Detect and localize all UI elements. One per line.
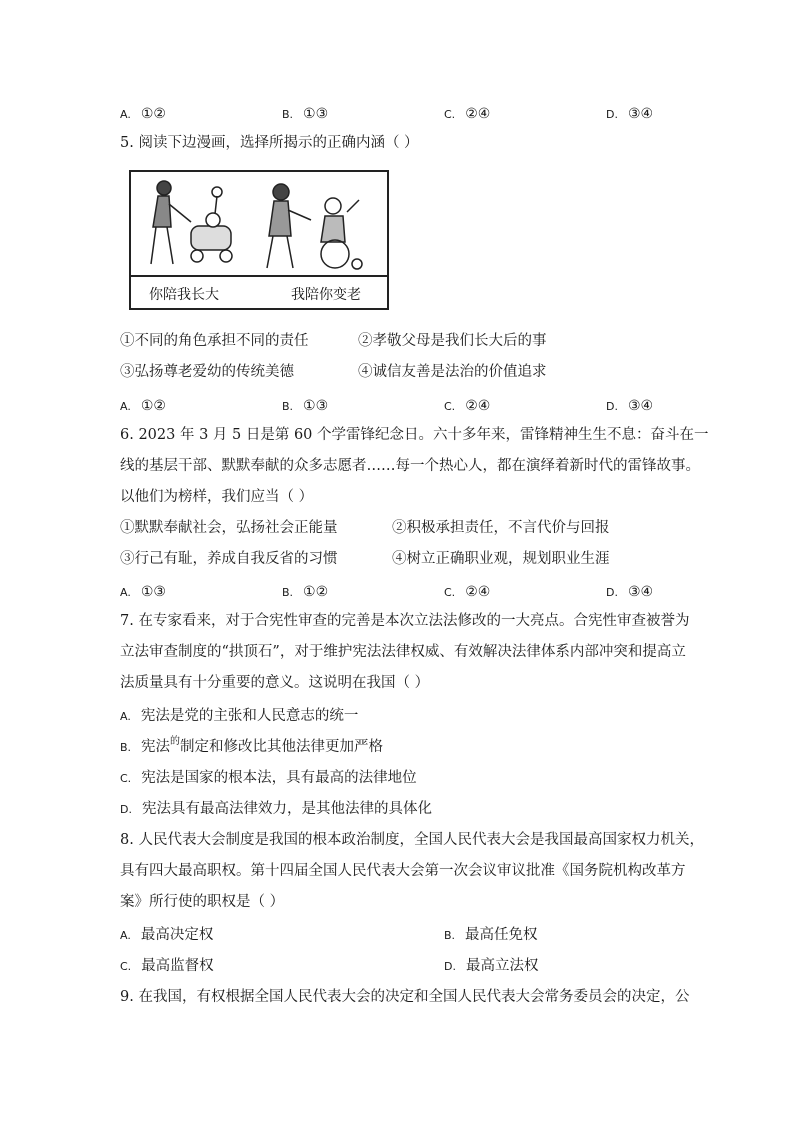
q6-option-c[interactable] (444, 582, 490, 603)
q7-option-c[interactable] (120, 768, 417, 789)
q7-option-b[interactable] (120, 737, 383, 759)
option-text: 制定和修改比其他法律更加严格 (180, 739, 384, 755)
option-letter: A. (120, 108, 131, 121)
q6-statement-3: ③行己有耻，养成自我反省的习惯 (120, 551, 338, 567)
cartoon-left-caption: 你陪我长大 (149, 287, 219, 303)
option-text: 宪法是国家的根本法，具有最高的法律地位 (141, 770, 417, 786)
q7-option-d[interactable] (120, 799, 432, 820)
option-text: 宪法 (141, 739, 171, 755)
option-text: ①③ (303, 106, 329, 122)
option-letter: B. (282, 108, 294, 121)
option-text: 宪法是党的主张和人民意志的统一 (140, 708, 359, 724)
option-text: ①③ (140, 584, 166, 600)
option-text: 最高监督权 (141, 958, 214, 974)
cartoon-right-caption: 我陪你变老 (291, 287, 361, 303)
option-letter: D. (606, 586, 618, 599)
q6-stem-line-2: 线的基层干部、默默奉献的众多志愿者……每一个热心人，都在演绎着新时代的雷锋故事。 (120, 458, 700, 474)
q6-statement-1: ①默默奉献社会，弘扬社会正能量 (120, 520, 338, 536)
q6-stem-line-1: 6. 2023 年 3 月 5 日是第 60 个学雷锋纪念日。六十多年来，雷锋精神生生不息：奋斗在一 (120, 427, 709, 443)
q6-option-b[interactable] (282, 582, 328, 603)
option-text: ③④ (627, 106, 654, 122)
option-letter: B. (282, 586, 294, 599)
q7-option-a[interactable] (120, 706, 358, 727)
q8-stem-line-3: 案》所行使的职权是（ ） (120, 894, 285, 910)
q5-statement-2: ②孝敬父母是我们长大后的事 (358, 333, 547, 349)
option-text: 最高决定权 (140, 927, 214, 943)
option-text: ②④ (465, 106, 491, 122)
option-letter: D. (606, 400, 618, 413)
option-letter: C. (120, 960, 132, 973)
q6-option-a[interactable] (120, 582, 166, 603)
option-letter: D. (444, 960, 456, 973)
q8-option-c[interactable] (120, 956, 214, 977)
option-text: ①③ (303, 398, 329, 414)
superscript-char: 的 (170, 736, 181, 747)
q5-statement-3: ③弘扬尊老爱幼的传统美德 (120, 364, 294, 380)
option-text: ①② (140, 398, 166, 414)
q9-stem-line-1: 9. 在我国，有权根据全国人民代表大会的决定和全国人民代表大会常务委员会的决定，公 (120, 989, 690, 1005)
q5-stem: 5. 阅读下边漫画，选择所揭示的正确内涵（ ） (120, 135, 419, 151)
option-text: ②④ (465, 398, 491, 414)
option-letter: D. (120, 803, 132, 816)
option-letter: C. (444, 108, 456, 121)
q7-stem-line-1: 7. 在专家看来，对于合宪性审查的完善是本次立法法修改的一大亮点。合宪性审查被誉为 (120, 613, 690, 629)
option-text: 最高任免权 (465, 927, 538, 943)
q5-cartoon (129, 170, 389, 310)
option-text: ③④ (627, 584, 654, 600)
option-text: ①② (303, 584, 329, 600)
option-letter: B. (444, 929, 456, 942)
q6-statement-2: ②积极承担责任，不言代价与回报 (392, 520, 610, 536)
q8-option-b[interactable] (444, 925, 538, 946)
option-letter: C. (120, 772, 132, 785)
option-text: ③④ (627, 398, 654, 414)
q5-option-b[interactable] (282, 396, 328, 417)
q5-option-a[interactable] (120, 396, 166, 417)
option-letter: C. (444, 400, 456, 413)
q5-option-d[interactable] (606, 396, 653, 417)
option-text: ①② (140, 106, 166, 122)
option-letter: A. (120, 710, 131, 723)
q7-stem-line-3: 法质量具有十分重要的意义。这说明在我国（ ） (120, 675, 430, 691)
q4-option-a[interactable] (120, 104, 166, 125)
q4-option-c[interactable] (444, 104, 490, 125)
q8-option-a[interactable] (120, 925, 213, 946)
option-letter: D. (606, 108, 618, 121)
option-letter: B. (282, 400, 294, 413)
option-letter: A. (120, 586, 131, 599)
option-text: 最高立法权 (465, 958, 539, 974)
q8-stem-line-1: 8. 人民代表大会制度是我国的根本政治制度，全国人民代表大会是我国最高国家权力机关， (120, 832, 704, 848)
q6-statement-4: ④树立正确职业观，规划职业生涯 (392, 551, 610, 567)
q5-statement-1: ①不同的角色承担不同的责任 (120, 333, 309, 349)
option-letter: B. (120, 741, 132, 754)
q5-statement-4: ④诚信友善是法治的价值追求 (358, 364, 547, 380)
q5-option-c[interactable] (444, 396, 490, 417)
option-letter: A. (120, 400, 131, 413)
q7-stem-line-2: 立法审查制度的“拱顶石”，对于维护宪法法律权威、有效解决法律体系内部冲突和提高立 (120, 644, 686, 660)
option-text: ②④ (465, 584, 491, 600)
q4-option-d[interactable] (606, 104, 653, 125)
q8-stem-line-2: 具有四大最高职权。第十四届全国人民代表大会第一次会议审议批准《国务院机构改革方 (120, 863, 686, 879)
q8-option-d[interactable] (444, 956, 538, 977)
q6-stem-line-3: 以他们为榜样，我们应当（ ） (120, 489, 314, 505)
q6-option-d[interactable] (606, 582, 653, 603)
option-text: 宪法具有最高法律效力，是其他法律的具体化 (141, 801, 432, 817)
option-letter: A. (120, 929, 131, 942)
q4-option-b[interactable] (282, 104, 328, 125)
option-letter: C. (444, 586, 456, 599)
